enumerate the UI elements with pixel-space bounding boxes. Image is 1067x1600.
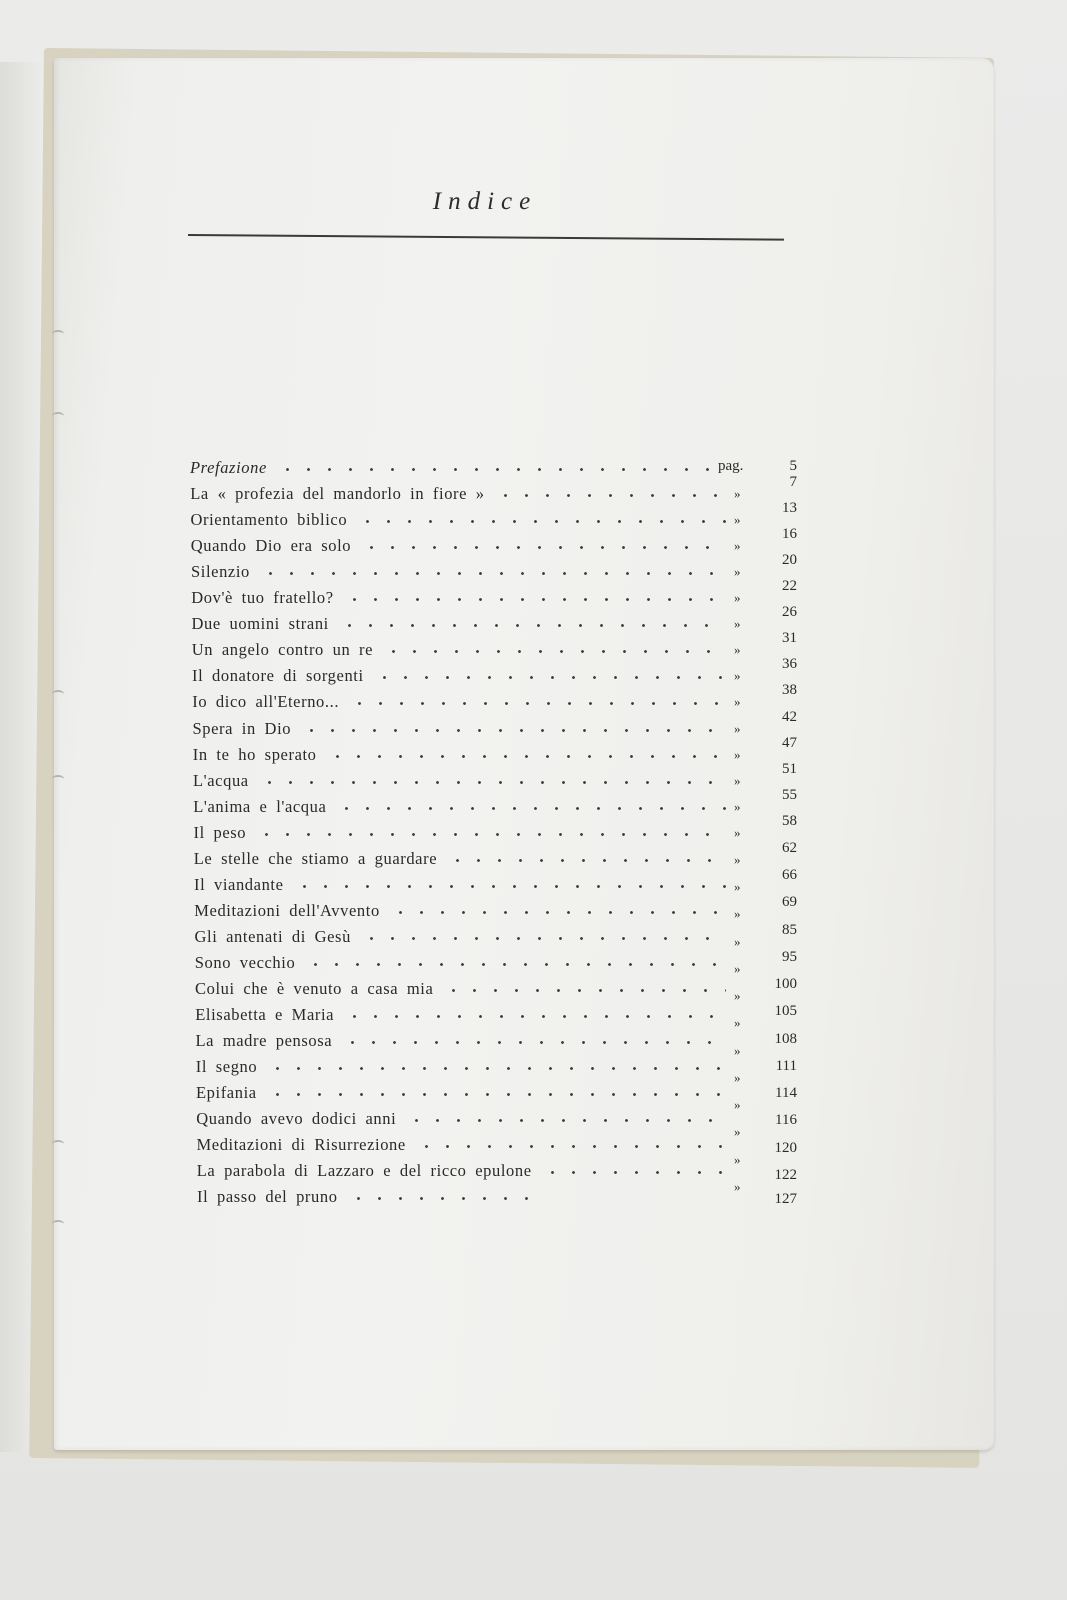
toc-entry bbox=[196, 1055, 258, 1079]
toc-page-number: 100 bbox=[774, 976, 797, 993]
toc-entry-title: Due uomini strani bbox=[191, 614, 329, 634]
toc-entry bbox=[196, 1081, 257, 1105]
leader-dots bbox=[349, 702, 726, 705]
toc-entry bbox=[197, 1185, 338, 1209]
toc-page-number: 51 bbox=[782, 760, 797, 777]
ditto-mark: » bbox=[734, 879, 741, 895]
toc-page-number: 26 bbox=[782, 604, 797, 621]
ditto-mark: » bbox=[734, 720, 741, 736]
ditto-mark: » bbox=[734, 1178, 741, 1194]
toc-entry bbox=[191, 586, 333, 610]
leader-dots bbox=[374, 676, 726, 679]
toc-entry-title: La madre pensosa bbox=[195, 1031, 333, 1051]
toc-entry bbox=[193, 717, 292, 741]
leader-dots bbox=[416, 1145, 726, 1148]
toc-entry-title: Le stelle che stiamo a guardare bbox=[193, 848, 438, 868]
toc-entry-title: La « profezia del mandorlo in fiore » bbox=[190, 484, 485, 504]
toc-page-number: 95 bbox=[782, 948, 797, 965]
toc-entry bbox=[196, 1029, 333, 1053]
ditto-mark: » bbox=[734, 590, 741, 606]
toc-entry-title: Meditazioni dell'Avvento bbox=[194, 900, 380, 920]
ditto-mark: » bbox=[734, 988, 741, 1004]
toc-entry bbox=[191, 508, 348, 532]
toc-entry-title: Il viandante bbox=[194, 874, 284, 894]
leader-dots bbox=[361, 546, 726, 549]
leader-dots bbox=[344, 598, 726, 601]
toc-entry-title: Prefazione bbox=[190, 458, 267, 477]
ditto-mark: » bbox=[734, 851, 741, 867]
toc-entry bbox=[194, 873, 284, 897]
toc-page-number: 7 bbox=[789, 474, 797, 491]
ditto-mark: » bbox=[734, 486, 741, 502]
toc-entry bbox=[190, 482, 484, 506]
leader-dots bbox=[342, 1041, 726, 1044]
toc-entry-title: Dov'è tuo fratello? bbox=[191, 588, 334, 608]
ditto-mark: » bbox=[734, 1097, 741, 1113]
ditto-mark: » bbox=[734, 960, 741, 976]
leader-dots bbox=[259, 781, 726, 784]
toc-page-number: 122 bbox=[774, 1166, 797, 1183]
leader-dots bbox=[383, 650, 726, 653]
toc-page-number: 108 bbox=[774, 1030, 797, 1047]
leader-dots bbox=[495, 494, 726, 497]
toc-page-number: 16 bbox=[782, 526, 797, 543]
index-title: Indice bbox=[432, 188, 538, 215]
toc-entry-title: L'anima e l'acqua bbox=[193, 796, 327, 816]
toc-entry-title: L'acqua bbox=[193, 770, 249, 790]
toc-entry-title: Il segno bbox=[195, 1057, 258, 1077]
leader-dots bbox=[542, 1171, 726, 1174]
leader-dots bbox=[339, 624, 726, 627]
leader-dots bbox=[361, 937, 726, 940]
toc-page-number: 120 bbox=[774, 1139, 797, 1156]
ditto-mark: » bbox=[734, 668, 741, 684]
toc-entry bbox=[195, 977, 433, 1001]
toc-entry-title: Quando Dio era solo bbox=[190, 536, 352, 556]
ditto-mark: » bbox=[734, 616, 741, 632]
leader-dots bbox=[336, 807, 726, 810]
leader-dots bbox=[348, 1197, 540, 1200]
toc-entry bbox=[192, 690, 339, 714]
ditto-mark: » bbox=[734, 798, 741, 814]
leader-dots bbox=[344, 1015, 726, 1018]
toc-entry-title: Gli antenati di Gesù bbox=[194, 926, 351, 946]
toc-page-number: 42 bbox=[782, 708, 797, 725]
toc-page-number: 13 bbox=[782, 500, 797, 517]
toc-page-number: 114 bbox=[775, 1085, 797, 1102]
ditto-mark: » bbox=[734, 564, 741, 580]
toc-entry-title: Colui che è venuto a casa mia bbox=[195, 979, 434, 998]
toc-page-number: 38 bbox=[782, 682, 797, 699]
toc-page-number: 85 bbox=[782, 921, 797, 938]
toc-entry bbox=[190, 456, 267, 480]
toc-entry bbox=[197, 1159, 532, 1183]
leader-dots bbox=[301, 729, 726, 732]
toc-entry bbox=[195, 951, 296, 975]
toc-page-number: 5 bbox=[789, 458, 797, 474]
toc-entry bbox=[191, 560, 250, 584]
toc-page-number: 31 bbox=[782, 630, 797, 647]
ditto-mark: » bbox=[734, 824, 741, 840]
leader-dots bbox=[443, 989, 726, 992]
toc-entry bbox=[197, 1133, 406, 1157]
toc-entry bbox=[191, 534, 351, 558]
pag-label: pag. bbox=[718, 458, 744, 474]
toc-entry bbox=[194, 847, 437, 871]
toc-page-number: 111 bbox=[775, 1057, 797, 1074]
ditto-mark: » bbox=[734, 1015, 741, 1031]
toc-entry bbox=[194, 821, 247, 845]
ditto-mark: » bbox=[734, 642, 741, 658]
toc-entry bbox=[193, 769, 249, 793]
leader-dots bbox=[277, 468, 710, 471]
toc-entry bbox=[193, 743, 317, 767]
toc-entry bbox=[194, 899, 380, 923]
ditto-mark: » bbox=[734, 694, 741, 710]
ditto-mark: » bbox=[734, 1069, 741, 1085]
leader-dots bbox=[305, 963, 726, 966]
toc-entry-title: Silenzio bbox=[191, 562, 250, 582]
toc-entry bbox=[195, 1003, 334, 1027]
toc-page-number: 47 bbox=[782, 734, 797, 751]
toc-entry-title: Orientamento biblico bbox=[190, 510, 348, 530]
toc-entry-title: Spera in Dio bbox=[192, 718, 292, 738]
leader-dots bbox=[267, 1093, 726, 1096]
ditto-mark: » bbox=[734, 933, 741, 949]
leader-dots bbox=[267, 1067, 726, 1070]
toc-entry-title: Elisabetta e Maria bbox=[195, 1005, 335, 1025]
leader-dots bbox=[406, 1119, 726, 1122]
toc-entry-title: Il passo del pruno bbox=[197, 1187, 338, 1207]
toc-page-number: 66 bbox=[782, 867, 797, 884]
leader-dots bbox=[390, 911, 726, 914]
toc-page-number: 20 bbox=[782, 552, 797, 569]
ditto-mark: » bbox=[734, 772, 741, 788]
leader-dots bbox=[447, 859, 726, 862]
leader-dots bbox=[327, 755, 726, 758]
toc-entry bbox=[192, 612, 329, 636]
toc-page-number: 127 bbox=[774, 1190, 797, 1207]
leader-dots bbox=[294, 885, 726, 888]
toc-page-number: 55 bbox=[782, 786, 797, 803]
toc-page-number: 62 bbox=[782, 839, 797, 856]
leader-dots bbox=[357, 520, 726, 523]
toc-page-number: 69 bbox=[782, 894, 797, 911]
leader-dots bbox=[260, 572, 726, 575]
toc-entry-title: La parabola di Lazzaro e del ricco epulone bbox=[196, 1161, 532, 1181]
toc-entry-title: Un angelo contro un re bbox=[191, 640, 374, 660]
toc-page-number: 116 bbox=[775, 1112, 797, 1129]
ditto-mark: » bbox=[734, 906, 741, 922]
toc-entry-title: Epifania bbox=[196, 1083, 257, 1103]
toc-entry bbox=[192, 664, 364, 688]
toc-entry bbox=[192, 638, 373, 662]
toc-entry bbox=[193, 795, 326, 819]
toc-page-number: 58 bbox=[782, 812, 797, 829]
toc-entry-title: Quando avevo dodici anni bbox=[196, 1109, 397, 1129]
leader-dots bbox=[256, 833, 726, 836]
toc-page-number: 105 bbox=[774, 1003, 797, 1020]
toc-page-number: 36 bbox=[782, 656, 797, 673]
toc-entry bbox=[195, 925, 351, 949]
toc-entry-title: Sono vecchio bbox=[194, 952, 296, 972]
ditto-mark: » bbox=[734, 746, 741, 762]
ditto-mark: » bbox=[734, 538, 741, 554]
toc-entry-title: Meditazioni di Risurrezione bbox=[196, 1135, 406, 1155]
toc-entry-title: Il peso bbox=[193, 822, 247, 842]
toc-entry-title: In te ho sperato bbox=[192, 744, 317, 764]
toc-entry-title: Io dico all'Eterno... bbox=[192, 692, 340, 712]
ditto-mark: » bbox=[734, 1124, 741, 1140]
toc-entry bbox=[196, 1107, 396, 1131]
ditto-mark: » bbox=[734, 1151, 741, 1167]
toc-page-number: 22 bbox=[782, 578, 797, 595]
ditto-mark: » bbox=[734, 512, 741, 528]
toc-entry-title: Il donatore di sorgenti bbox=[192, 666, 364, 686]
ditto-mark: » bbox=[734, 1042, 741, 1058]
